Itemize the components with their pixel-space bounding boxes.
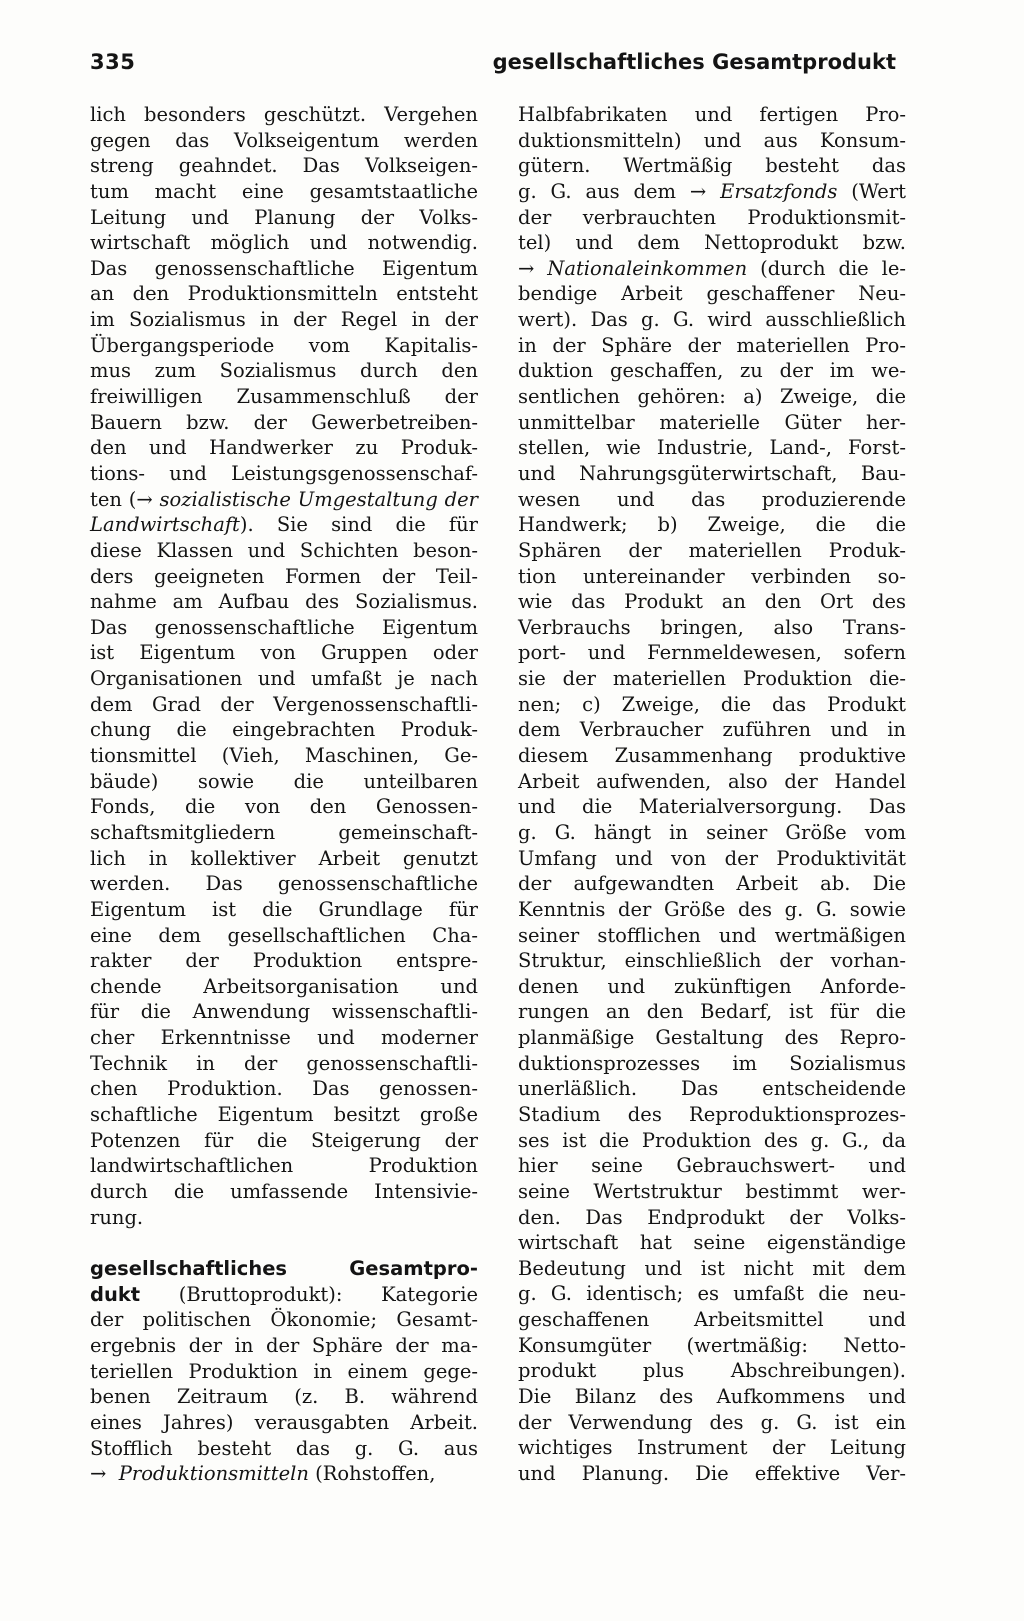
text-line: Das genossenschaftliche Eigentum (90, 615, 478, 639)
text-line: chende Arbeitsorganisation und (90, 974, 478, 998)
text-line: Übergangsperiode vom Kapitalis- (90, 333, 478, 357)
text-line: cher Erkenntnisse und moderner (90, 1026, 478, 1050)
text-line: wesen und das produzierende (518, 487, 906, 511)
text-line: Konsumgüter (wertmäßig: Netto- (518, 1333, 906, 1357)
text-line: nahme am Aufbau des Sozialismus. (90, 590, 478, 614)
text-line: wirtschaft hat seine eigenständige (518, 1231, 906, 1255)
right-column-lines-mid (518, 205, 906, 256)
text-line-xref: → Nationaleinkommen (durch die le- (518, 256, 906, 280)
text-line: sie der materiellen Produktion die- (518, 667, 906, 691)
text-line: landwirtschaftlichen Produktion (90, 1154, 478, 1178)
text-line: im Sozialismus in der Regel in der (90, 308, 478, 332)
text-line: für die Anwendung wissenschaftli- (90, 1000, 478, 1024)
text-line: gütern. Wertmäßig besteht das (518, 154, 906, 178)
text-line: duktionsmitteln) und aus Konsum- (518, 128, 906, 152)
text-line: g. G. hängt in seiner Größe vom (518, 820, 906, 844)
text-line: rakter der Produktion entspre- (90, 949, 478, 973)
text-line: Organisationen und umfaßt je nach (90, 667, 478, 691)
text-line: durch die umfassende Intensivie- (90, 1179, 478, 1203)
text-line: rung. (90, 1205, 144, 1229)
text-line: Handwerk; b) Zweige, die die (518, 513, 906, 537)
text-line: Arbeit aufwenden, also der Handel (518, 769, 906, 793)
text-line: und die Materialversorgung. Das (518, 795, 906, 819)
text-line: unmittelbar materielle Güter her- (518, 410, 906, 434)
text-line: an den Produktionsmitteln entsteht (90, 282, 478, 306)
text-line: Stadium des Reproduktionsprozes- (518, 1102, 906, 1126)
text-line: und Nahrungsgüterwirtschaft, Bau- (518, 461, 906, 485)
text-line: ist Eigentum von Gruppen oder (90, 641, 478, 665)
text-line: eine dem gesellschaftlichen Cha- (90, 923, 478, 947)
text-line: Bedeutung und ist nicht mit dem (518, 1256, 906, 1280)
text-line: Potenzen für die Steigerung der (90, 1128, 478, 1152)
text-line: werden. Das genossenschaftliche (90, 872, 478, 896)
text-line: diese Klassen und Schichten beson- (90, 538, 478, 562)
text-line: dem Verbraucher zuführen und in (518, 718, 906, 742)
text-line-xref: → Produktionsmitteln (Rohstoffen, (90, 1462, 436, 1486)
arrow-icon: → (689, 179, 707, 203)
text-line: Kenntnis der Größe des g. G. sowie (518, 897, 906, 921)
cross-reference-link[interactable]: Landwirtschaft (90, 513, 240, 537)
text-line: Stofflich besteht das g. G. aus (90, 1436, 478, 1460)
text-line: nen; c) Zweige, die das Produkt (518, 692, 906, 716)
text-line: Das genossenschaftliche Eigentum (90, 256, 478, 280)
text-line: dem Grad der Vergenossenschaftli- (90, 692, 478, 716)
text-line: Die Bilanz des Aufkommens und (518, 1385, 906, 1409)
arrow-icon: → (136, 487, 153, 511)
text-line: stellen, wie Industrie, Land-, Forst- (518, 436, 906, 460)
text-line: teriellen Produktion in einem gege- (90, 1359, 478, 1383)
text-line: tel) und dem Nettoprodukt bzw. (518, 231, 906, 255)
text-line: Struktur, einschließlich der vorhan- (518, 949, 906, 973)
text-line: bäude) sowie die unteilbaren (90, 769, 478, 793)
cross-reference-link[interactable]: Nationaleinkommen (547, 256, 748, 280)
text-line: benen Zeitraum (z. B. während (90, 1385, 478, 1409)
entry-headword: gesellschaftliches Gesamtpro- (90, 1257, 478, 1281)
text-line: Eigentum ist die Grundlage für (90, 897, 478, 921)
text-line: gegen das Volkseigentum werden (90, 128, 478, 152)
text-line: Sphären der materiellen Produk- (518, 538, 906, 562)
left-column-lines-bottom (90, 538, 478, 1230)
text-line: Technik in der genossenschaftli- (90, 1051, 478, 1075)
text-line: ses ist die Produktion des g. G., da (518, 1128, 906, 1152)
cross-reference-link[interactable]: Ersatzfonds (720, 179, 838, 203)
text-line: tionsmittel (Vieh, Maschinen, Ge- (90, 744, 478, 768)
cross-reference-link[interactable]: sozialistische Umgestaltung der (159, 487, 478, 511)
text-line: wert). Das g. G. wird ausschließlich (518, 308, 906, 332)
text-line: schaftliche Eigentum besitzt große (90, 1102, 478, 1126)
text-line: produkt plus Abschreibungen). (518, 1359, 906, 1383)
text-line: port- und Fernmeldewesen, sofern (518, 641, 906, 665)
text-line: denen und zukünftigen Anforde- (518, 974, 906, 998)
text-line: in der Sphäre der materiellen Pro- (518, 333, 906, 357)
cross-reference-link[interactable]: Produktionsmitteln (118, 1462, 309, 1486)
text-line: seine Wertstruktur bestimmt wer- (518, 1179, 906, 1203)
text-line: der Verwendung des g. G. ist ein (518, 1410, 906, 1434)
text-line: Umfang und von der Produktivität (518, 846, 906, 870)
text-line: ergebnis der in der Sphäre der ma- (90, 1334, 478, 1358)
left-column-lines-top (90, 102, 478, 487)
text-line: bendige Arbeit geschaffener Neu- (518, 282, 906, 306)
text-line: duktionsprozesses im Sozialismus (518, 1051, 906, 1075)
text-line: Halbfabrikaten und fertigen Pro- (518, 103, 906, 126)
text-line: sentlichen gehören: a) Zweige, die (518, 385, 906, 409)
text-line: der aufgewandten Arbeit ab. Die (518, 872, 906, 896)
text-line: mus zum Sozialismus durch den (90, 359, 478, 383)
text-line: Fonds, die von den Genossen- (90, 795, 478, 819)
entry-gap (90, 1230, 478, 1256)
text-line: tum macht eine gesamtstaatliche (90, 179, 478, 203)
running-head: gesellschaftliches Gesamtprodukt (492, 50, 896, 74)
text-line: den und Handwerker zu Produk- (90, 436, 478, 460)
right-column-lines-top (518, 102, 906, 179)
text-line: planmäßige Gestaltung des Repro- (518, 1026, 906, 1050)
text-line: wirtschaft möglich und notwendig. (90, 231, 478, 255)
text-line: lich besonders geschützt. Vergehen (90, 103, 478, 126)
text-line: schaftsmitgliedern gemeinschaft- (90, 820, 478, 844)
text-line: seiner stofflichen und wertmäßigen (518, 923, 906, 947)
text-line: lich in kollektiver Arbeit genutzt (90, 846, 478, 870)
text-line: tions- und Leistungsgenossenschaf- (90, 461, 478, 485)
text-line: Leitung und Planung der Volks- (90, 205, 478, 229)
text-line: der verbrauchten Produktionsmit- (518, 205, 906, 229)
text-line: rungen an den Bedarf, ist für die (518, 1000, 906, 1024)
text-line: den. Das Endprodukt der Volks- (518, 1205, 906, 1229)
page-number: 335 (90, 50, 136, 74)
arrow-icon: → (90, 1462, 107, 1486)
text-line: diesem Zusammenhang produktive (518, 744, 906, 768)
page-header (90, 50, 896, 90)
text-line: wichtiges Instrument der Leitung (518, 1436, 906, 1460)
text-line: tion untereinander verbinden so- (518, 564, 906, 588)
text-line: chung die eingebrachten Produk- (90, 718, 478, 742)
text-line: der politischen Ökonomie; Gesamt- (90, 1308, 478, 1332)
left-column (90, 102, 478, 1487)
text-line-xref: ten (→ sozialistische Umgestaltung der (90, 487, 478, 511)
entry-headword: dukt (90, 1282, 141, 1306)
text-line: unerläßlich. Das entscheidende (518, 1077, 906, 1101)
text-line-xref: g. G. aus dem → Ersatzfonds (Wert (518, 179, 906, 203)
text-line: g. G. identisch; es umfaßt die neu- (518, 1282, 906, 1306)
text-line-xref: Landwirtschaft). Sie sind die für (90, 513, 478, 537)
text-line: hier seine Gebrauchswert- und (518, 1154, 906, 1178)
text-line: freiwilligen Zusammenschluß der (90, 385, 478, 409)
entry-headword-line: dukt (Bruttoprodukt): Kategorie (90, 1282, 478, 1306)
text-line: chen Produktion. Das genossen- (90, 1077, 478, 1101)
text-line: Verbrauchs bringen, also Trans- (518, 615, 906, 639)
text-line: geschaffenen Arbeitsmittel und (518, 1308, 906, 1332)
text-line: und Planung. Die effektive Ver- (518, 1461, 906, 1485)
text-line: Bauern bzw. der Gewerbetreiben- (90, 410, 478, 434)
text-line: wie das Produkt an den Ort des (518, 590, 906, 614)
text-line: duktion geschaffen, zu der im we- (518, 359, 906, 383)
text-line: ders geeigneten Formen der Teil- (90, 564, 478, 588)
arrow-icon: → (518, 256, 535, 280)
text-line: eines Jahres) verausgabten Arbeit. (90, 1411, 478, 1435)
entry-headword-line (90, 1256, 478, 1282)
text-line: streng geahndet. Das Volkseigen- (90, 154, 478, 178)
right-column-lines-rest (518, 281, 906, 1486)
entry-body-lines (90, 1307, 478, 1461)
right-column (518, 102, 906, 1487)
